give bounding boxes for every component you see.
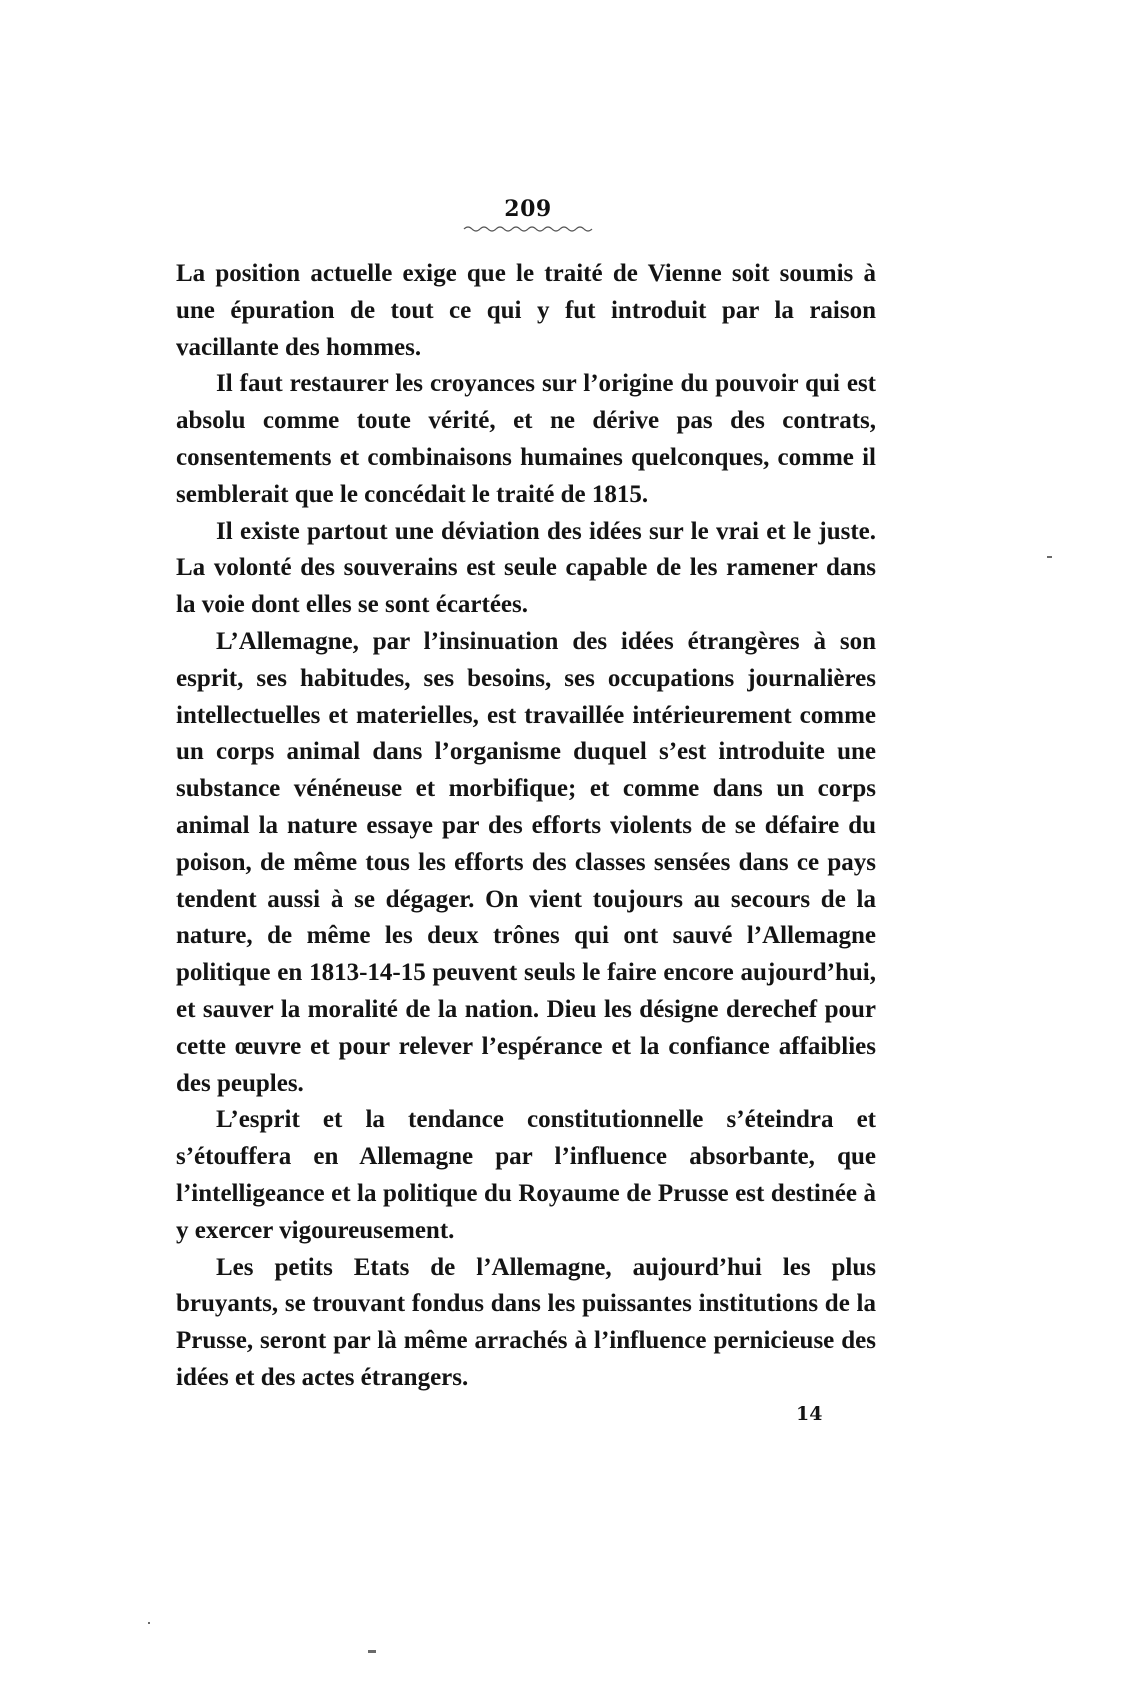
signature-mark: 14 <box>796 1403 823 1425</box>
scan-speck <box>1047 556 1052 558</box>
header-ornament <box>462 224 594 232</box>
page-number: 209 <box>504 196 552 222</box>
paragraph: Les petits Etats de l’Allemagne, aujourd’hui les plus bruyants, se trouvant fondus dans les puissantes institutions de la Prusse, seront par là même arrachés à l’influence pernicieuse des idées et des actes étrangers. <box>176 1253 876 1391</box>
paragraph: L’Allemagne, par l’insinuation des idées étrangères à son esprit, ses habitudes, ses besoins, ses occupations journalières intellectuelles et materielles, est travaillée intérieurement comme un corps animal dans l’organisme duquel s’est introduite une substance vénéneuse et morbifique; et comme dans un corps animal la nature essaye par des efforts violents de se défaire du poison, de même tous les efforts des classes sensées dans ce pays tendent aussi à se dégager. On vient toujours au secours de la nature, de même les deux trônes qui ont sauvé l’Allemagne politique en 1813-14-15 peuvent seuls le faire encore aujourd’hui, et sauver la moralité de la nation. Dieu les désigne derechef pour cette œuvre et pour relever l’espérance et la confiance affaiblies des peuples. <box>176 627 876 1097</box>
paragraph: Il faut restaurer les croyances sur l’origine du pouvoir qui est absolu comme toute vérité, et ne dérive pas des contrats, consentements et combinaisons humaines quelconques, comme il semblerait que le concédait le traité de 1815. <box>176 370 876 508</box>
scan-speck <box>368 1650 376 1653</box>
paragraph: Il existe partout une déviation des idées sur le vrai et le juste. La volonté des souverains est seule capable de les ramener dans la voie dont elles se sont écartées. <box>176 517 876 619</box>
scan-speck <box>148 1622 150 1624</box>
paragraph: L’esprit et la tendance constitutionnelle s’éteindra et s’étouffera en Allemagne par l’influence absorbante, que l’intelligeance et la politique du Royaume de Prusse est destinée à y exercer vigoureusement. <box>176 1106 876 1244</box>
body-text <box>176 256 876 1397</box>
paragraph: La position actuelle exige que le traité de Vienne soit soumis à une épuration de tout ce qui y fut introduit par la raison vacillante des hommes. <box>176 260 876 361</box>
